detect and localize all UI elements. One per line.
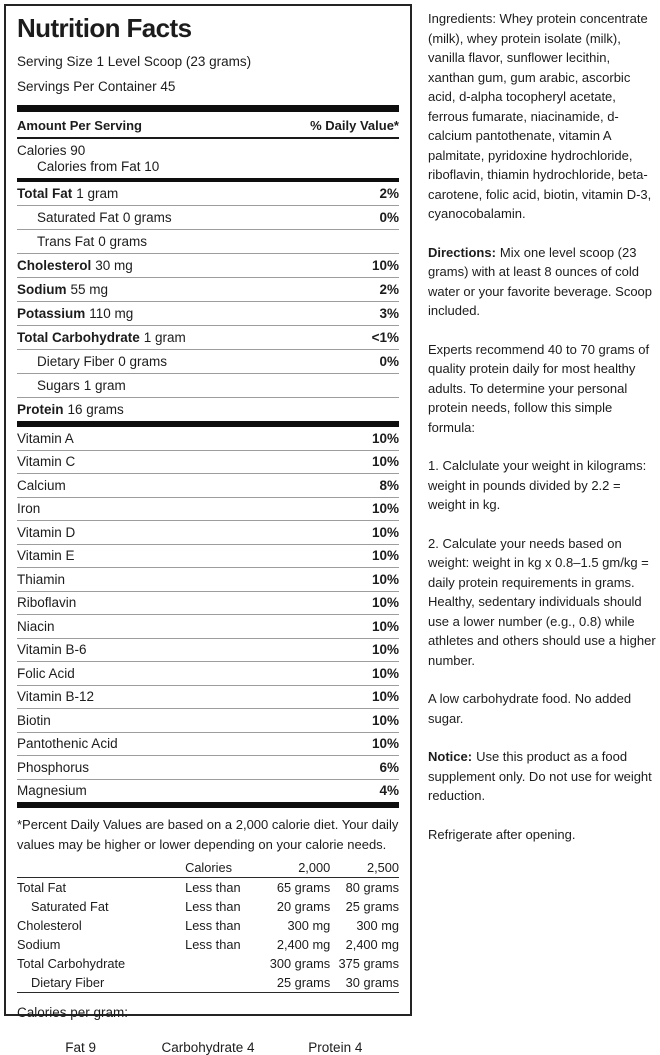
low-carb-paragraph (428, 689, 656, 728)
dv-row-cholesterol: Cholesterol Less than 300 mg 300 mg (17, 918, 399, 933)
vitamin-dv: 10% (371, 618, 399, 634)
vitamin-name: Vitamin E (17, 548, 75, 564)
vitamin-dv: 10% (371, 571, 399, 587)
nutrient-dv: 10% (371, 258, 399, 273)
vitamin-dv: 10% (371, 712, 399, 728)
step-2-paragraph (428, 534, 656, 671)
paragraph-lead: Notice: (428, 749, 473, 764)
vitamin-dv: 10% (371, 454, 399, 470)
vitamin-name: Phosphorus (17, 759, 90, 775)
vitamin-name: Vitamin C (17, 454, 76, 470)
vitamin-row-niacin (17, 615, 399, 639)
amount-per-serving-label: Amount Per Serving (17, 118, 142, 133)
ingredients-paragraph (428, 9, 656, 224)
calories-from-fat: Calories from Fat 10 (37, 158, 160, 174)
vitamin-row-phosphorus (17, 756, 399, 780)
divider-bar-thick (17, 105, 399, 112)
dv-row-total-carbohydrate: Total Carbohydrate 300 grams 375 grams (17, 956, 399, 971)
dv-row-total-fat: Total Fat Less than 65 grams 80 grams (17, 880, 399, 895)
vitamin-dv: 10% (371, 595, 399, 611)
calories-value: Calories 90 (17, 143, 86, 158)
nutrient-amount: 1 gram (143, 330, 186, 345)
nutrient-name: Total Carbohydrate (17, 330, 140, 345)
dv-row-sodium: Sodium Less than 2,400 mg 2,400 mg (17, 937, 399, 952)
calories-block (17, 139, 399, 178)
nutrient-name: Sodium (17, 282, 67, 297)
info-column (428, 9, 656, 863)
nutrient-row-total-carbohydrate (17, 326, 399, 350)
nutrient-name: Sugars (37, 378, 80, 393)
dv-header-2000: 2,000 (261, 858, 330, 878)
vitamin-dv: 10% (371, 430, 399, 446)
vitamin-dv: 10% (371, 501, 399, 517)
dv-row-dietary-fiber: Dietary Fiber 25 grams 30 grams (17, 973, 399, 993)
vitamin-row-vitamin-d (17, 521, 399, 545)
nutrient-name: Dietary Fiber (37, 354, 115, 369)
nutrient-dv: <1% (371, 330, 399, 345)
cpg-fat: Fat 9 (65, 1040, 97, 1055)
panel-title: Nutrition Facts (17, 13, 192, 43)
nutrition-facts-panel (4, 4, 412, 1055)
nutrient-row-protein (17, 398, 399, 421)
paragraph-text: Use this product as a food supplement only. Do not use for weight reduction. (428, 749, 652, 803)
vitamin-name: Iron (17, 501, 41, 517)
nutrient-row-potassium (17, 302, 399, 326)
nutrient-name: Cholesterol (17, 258, 92, 273)
nutrient-amount: 55 mg (70, 282, 109, 297)
directions-paragraph (428, 243, 656, 321)
vitamin-dv: 4% (379, 783, 399, 799)
paragraph-text: Experts recommend 40 to 70 grams of quality protein daily for most healthy adults. To determine your personal protein needs, follow this simple formula: (428, 341, 650, 435)
vitamin-name: Vitamin B-6 (17, 642, 87, 658)
daily-value-label: % Daily Value* (310, 118, 399, 133)
vitamin-name: Folic Acid (17, 665, 75, 681)
vitamin-name: Vitamin B-12 (17, 689, 95, 705)
vitamin-row-riboflavin (17, 592, 399, 616)
nutrient-row-sodium (17, 278, 399, 302)
paragraph-text: 1. Calclulate your weight in kilograms: weight in pounds divided by 2.2 = weight in kg. (428, 458, 647, 512)
nutrient-row-total-fat (17, 182, 399, 206)
nutrient-dv: 0% (379, 354, 399, 369)
paragraph-lead: Directions: (428, 244, 496, 260)
nutrient-row-saturated-fat (17, 206, 399, 230)
vitamin-dv: 10% (371, 689, 399, 705)
nutrient-amount: 0 grams (122, 210, 172, 225)
step-1-paragraph (428, 456, 656, 515)
servings-per-container: Servings Per Container 45 (17, 79, 176, 94)
vitamin-row-thiamin (17, 568, 399, 592)
vitamin-row-iron (17, 498, 399, 522)
nutrient-row-dietary-fiber (17, 350, 399, 374)
vitamin-row-biotin (17, 709, 399, 733)
paragraph-text: Refrigerate after opening. (428, 826, 576, 842)
calories-per-gram-values (17, 1040, 399, 1055)
nutrient-dv: 3% (379, 306, 399, 321)
vitamin-row-magnesium (17, 780, 399, 803)
vitamin-row-folic-acid (17, 662, 399, 686)
dv-row-saturated-fat: Saturated Fat Less than 20 grams 25 grams (31, 899, 399, 914)
nutrient-row-sugars (17, 374, 399, 398)
vitamin-name: Vitamin A (17, 430, 74, 446)
paragraph-text: 2. Calculate your needs based on weight: weight in kg x 0.8–1.5 gm/kg = daily protein requirements in grams. Healthy, sedentary individuals should use a lower number (e.g., 0.8) while athletes and others should use a higher number. (428, 535, 656, 668)
cpg-protein: Protein 4 (308, 1040, 363, 1055)
vitamin-row-vitamin-e (17, 545, 399, 569)
nutrient-dv: 2% (379, 282, 399, 297)
nutrient-name: Potassium (17, 306, 86, 321)
nutrient-amount: 110 mg (89, 306, 134, 321)
refrigerate-paragraph (428, 825, 656, 845)
nutrient-amount: 1 gram (83, 378, 126, 393)
dv-header-calories: Calories (185, 858, 261, 878)
vitamin-name: Thiamin (17, 571, 66, 587)
daily-value-table (17, 858, 399, 993)
vitamin-row-pantothenic-acid (17, 733, 399, 757)
vitamin-dv: 10% (371, 665, 399, 681)
vitamin-row-calcium (17, 474, 399, 498)
experts-paragraph (428, 340, 656, 438)
nutrient-dv: 0% (379, 210, 399, 225)
paragraph-text: Mix one level scoop (23 grams) with at least 8 ounces of cold water or your favorite beverage. Scoop included. (428, 244, 653, 318)
vitamin-dv: 8% (379, 477, 399, 493)
vitamin-dv: 10% (371, 736, 399, 752)
nutrient-name: Protein (17, 402, 64, 417)
paragraph-text: A low carbohydrate food. No added sugar. (428, 691, 632, 726)
vitamin-name: Niacin (17, 618, 55, 634)
nutrient-amount: 16 grams (67, 402, 124, 417)
vitamin-dv: 6% (379, 759, 399, 775)
vitamin-dv: 10% (371, 642, 399, 658)
nutrient-name: Total Fat (17, 186, 73, 201)
nutrient-amount: 0 grams (98, 234, 148, 249)
dv-table-header (17, 858, 399, 878)
vitamin-row-vitamin-b6 (17, 639, 399, 663)
vitamin-name: Calcium (17, 477, 66, 493)
nutrient-amount: 1 gram (76, 186, 119, 201)
nutrient-name: Saturated Fat (37, 210, 119, 225)
nutrient-amount: 0 grams (118, 354, 168, 369)
vitamin-row-vitamin-c (17, 451, 399, 475)
vitamin-name: Pantothenic Acid (17, 736, 118, 752)
cpg-carbohydrate: Carbohydrate 4 (161, 1040, 255, 1055)
nutrient-name: Trans Fat (37, 234, 95, 249)
nutrient-row-cholesterol (17, 254, 399, 278)
nutrient-row-trans-fat (17, 230, 399, 254)
vitamin-name: Riboflavin (17, 595, 77, 611)
vitamin-row-vitamin-a (17, 427, 399, 451)
vitamin-name: Biotin (17, 712, 51, 728)
vitamin-row-vitamin-b12 (17, 686, 399, 710)
dv-header-2500: 2,500 (330, 858, 399, 878)
paragraph-text: Ingredients: Whey protein concentrate (milk), whey protein isolate (milk), vanilla flavor, sunflower lecithin, xanthan gum, gum arabic, ascorbic acid, d-alpha tocopheryl acetate, ferrous fumarate, niacinamide, d-calcium pantothenate, vitamin A palmitate, pyridoxine hydrochloride, riboflavin, thiamin hydrochloride, beta-carotene, folic acid, biotin, vitamin D-3, cyanocobalamin. (428, 11, 652, 221)
vitamin-name: Vitamin D (17, 524, 76, 540)
daily-value-footnote: *Percent Daily Values are based on a 2,000 calorie diet. Your daily values may be higher or lower depending on your calorie needs. (17, 817, 399, 852)
notice-paragraph (428, 747, 656, 806)
nutrient-amount: 30 mg (95, 258, 133, 273)
vitamin-name: Magnesium (17, 783, 87, 799)
calories-per-gram-label: Calories per gram: (17, 1005, 129, 1020)
nutrient-dv: 2% (379, 186, 399, 201)
vitamin-dv: 10% (371, 524, 399, 540)
amount-per-serving-header (17, 112, 399, 139)
serving-size: Serving Size 1 Level Scoop (23 grams) (17, 54, 252, 69)
vitamin-dv: 10% (371, 548, 399, 564)
